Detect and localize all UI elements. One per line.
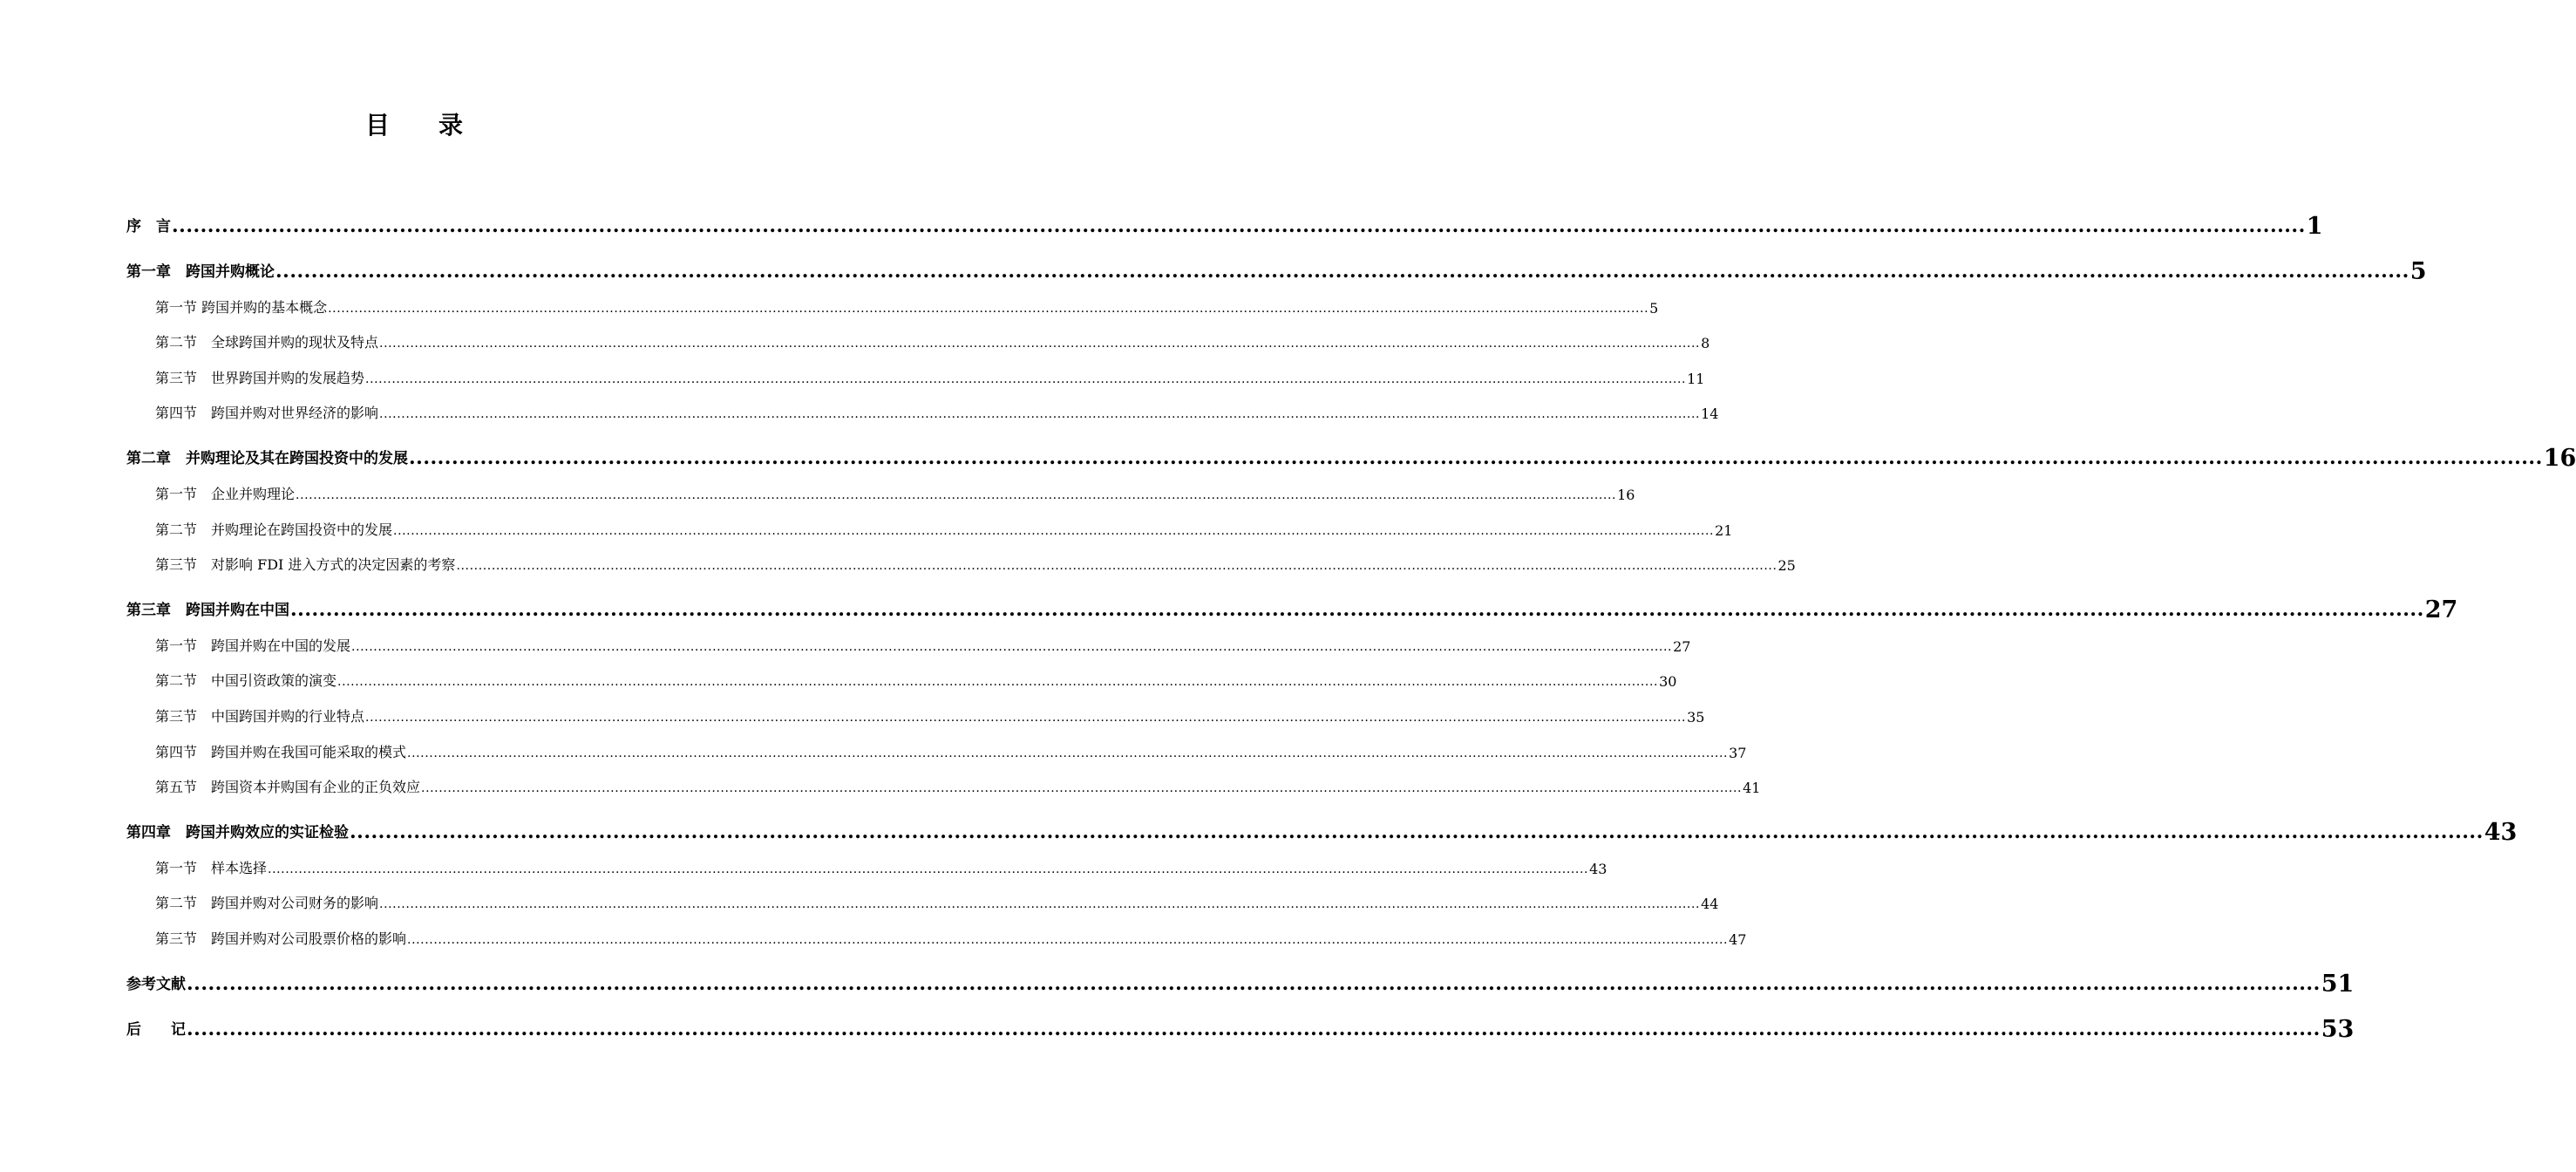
toc-section-entry xyxy=(126,693,1705,729)
toc-leader-dots: ............................................................................................................................................................................................................................................................................................................ xyxy=(350,821,2484,844)
toc-entry-label: 第五节 跨国资本并购国有企业的正负效应 xyxy=(155,776,421,796)
toc-entry-label: 第四节 跨国并购对世界经济的影响 xyxy=(155,402,379,422)
toc-entry-page-number: 51 xyxy=(2321,970,2355,998)
toc-section-entry xyxy=(126,284,1659,320)
toc-leader-dots: ............................................................................................................................................................................................................................................................................................................ xyxy=(407,932,1729,947)
toc-entry-label: 第三节 对影响 FDI 进入方式的决定因素的考察 xyxy=(155,554,456,574)
toc-title xyxy=(0,106,828,141)
toc-title-char-1: 目 xyxy=(364,111,390,140)
toc-section-entry xyxy=(126,658,1677,694)
toc-entry-page-number: 11 xyxy=(1687,370,1705,387)
toc-leader-dots: ............................................................................................................................................................................................................................................................................................................ xyxy=(328,301,1649,316)
toc-entry-label: 第三节 中国跨国并购的行业特点 xyxy=(155,705,365,726)
toc-entry-page-number: 35 xyxy=(1687,708,1705,726)
toc-entry-page-number: 37 xyxy=(1729,744,1747,761)
toc-leader-dots: ............................................................................................................................................................................................................................................................................................................ xyxy=(268,862,1589,876)
toc-entry-page-number: 1 xyxy=(2306,213,2323,240)
toc-leader-dots: ............................................................................................................................................................................................................................................................................................................ xyxy=(337,675,1659,690)
toc-entry-label: 第一节 跨国并购在中国的发展 xyxy=(155,635,351,655)
toc-entry-page-number: 27 xyxy=(2424,596,2458,624)
toc-section-entry xyxy=(126,542,1796,578)
toc-entry-page-number: 5 xyxy=(1649,299,1659,317)
toc-leader-dots: ............................................................................................................................................................................................................................................................................................................ xyxy=(379,337,1701,351)
toc-entry-label: 第四章 跨国并购效应的实证检验 xyxy=(126,820,350,842)
toc-section-entry xyxy=(126,507,1733,542)
toc-entry-label: 参考文献 xyxy=(126,971,187,993)
toc-entry-label: 序 言 xyxy=(126,214,172,235)
toc-entry-page-number: 43 xyxy=(2484,819,2518,847)
toc-section-entry xyxy=(126,916,1747,951)
toc-entry-label: 第二节 全球跨国并购的现状及特点 xyxy=(155,331,379,351)
toc-chapter-entry xyxy=(126,997,2355,1043)
toc-leader-dots: ............................................................................................................................................................................................................................................................................................................ xyxy=(456,559,1777,574)
toc-section-entry xyxy=(126,881,1719,916)
table-of-contents xyxy=(126,194,2576,1043)
toc-entry-label: 第三章 跨国并购在中国 xyxy=(126,597,290,619)
toc-leader-dots: ............................................................................................................................................................................................................................................................................................................ xyxy=(275,260,2409,283)
toc-section-entry xyxy=(126,845,1607,881)
toc-leader-dots: ............................................................................................................................................................................................................................................................................................................ xyxy=(351,639,1673,654)
toc-entry-label: 第一节 跨国并购的基本概念 xyxy=(155,296,328,317)
toc-entry-page-number: 53 xyxy=(2321,1015,2355,1043)
toc-leader-dots: ............................................................................................................................................................................................................................................................................................................ xyxy=(290,598,2424,622)
toc-entry-page-number: 8 xyxy=(1701,335,1710,352)
toc-section-entry xyxy=(126,729,1747,765)
toc-entry-label: 第二节 跨国并购对公司财务的影响 xyxy=(155,892,379,912)
toc-section-entry xyxy=(126,391,1719,426)
toc-leader-dots: ............................................................................................................................................................................................................................................................................................................ xyxy=(379,897,1701,912)
toc-leader-dots: ............................................................................................................................................................................................................................................................................................................ xyxy=(365,710,1687,725)
toc-entry-page-number: 41 xyxy=(1743,780,1761,797)
toc-entry-page-number: 16 xyxy=(2543,445,2576,473)
toc-chapter-entry xyxy=(126,194,2323,240)
toc-entry-page-number: 30 xyxy=(1659,673,1677,691)
toc-entry-page-number: 27 xyxy=(1673,637,1691,655)
toc-leader-dots: ............................................................................................................................................................................................................................................................................................................ xyxy=(296,487,1617,502)
toc-entry-page-number: 21 xyxy=(1715,521,1733,539)
toc-entry-label: 后 记 xyxy=(126,1017,187,1039)
toc-entry-page-number: 47 xyxy=(1729,930,1747,948)
toc-entry-page-number: 16 xyxy=(1617,486,1635,503)
toc-entry-page-number: 43 xyxy=(1589,860,1607,877)
toc-leader-dots: ............................................................................................................................................................................................................................................................................................................ xyxy=(393,523,1715,538)
toc-entry-page-number: 14 xyxy=(1701,405,1719,423)
toc-section-entry xyxy=(126,320,1710,356)
toc-chapter-entry xyxy=(126,426,2576,473)
toc-entry-label: 第二章 并购理论及其在跨国投资中的发展 xyxy=(126,446,409,467)
toc-leader-dots: ............................................................................................................................................................................................................................................................................................................ xyxy=(421,781,1743,796)
toc-entry-page-number: 44 xyxy=(1701,896,1719,913)
toc-leader-dots: ............................................................................................................................................................................................................................................................................................................ xyxy=(187,1017,2321,1040)
toc-entry-label: 第一节 样本选择 xyxy=(155,857,268,877)
toc-section-entry xyxy=(126,623,1691,658)
toc-leader-dots: ............................................................................................................................................................................................................................................................................................................ xyxy=(172,215,2306,237)
toc-entry-label: 第一章 跨国并购概论 xyxy=(126,259,275,281)
toc-title-char-2: 录 xyxy=(438,111,464,140)
toc-chapter-entry xyxy=(126,800,2518,847)
toc-entry-label: 第四节 跨国并购在我国可能采取的模式 xyxy=(155,741,407,761)
toc-entry-label: 第三节 跨国并购对公司股票价格的影响 xyxy=(155,928,407,948)
toc-section-entry xyxy=(126,355,1705,391)
toc-leader-dots: ............................................................................................................................................................................................................................................................................................................ xyxy=(365,371,1687,386)
toc-leader-dots: ............................................................................................................................................................................................................................................................................................................ xyxy=(407,746,1729,760)
toc-chapter-entry xyxy=(126,951,2355,998)
toc-section-entry xyxy=(126,471,1635,507)
toc-leader-dots: ............................................................................................................................................................................................................................................................................................................ xyxy=(379,407,1701,422)
toc-entry-label: 第二节 中国引资政策的演变 xyxy=(155,670,337,690)
toc-entry-label: 第三节 世界跨国并购的发展趋势 xyxy=(155,367,365,387)
toc-entry-label: 第二节 并购理论在跨国投资中的发展 xyxy=(155,519,393,539)
toc-entry-page-number: 5 xyxy=(2409,258,2427,285)
toc-chapter-entry xyxy=(126,577,2458,624)
toc-entry-label: 第一节 企业并购理论 xyxy=(155,483,296,503)
toc-section-entry xyxy=(126,765,1761,801)
toc-leader-dots: ............................................................................................................................................................................................................................................................................................................ xyxy=(409,446,2543,470)
toc-leader-dots: ............................................................................................................................................................................................................................................................................................................ xyxy=(187,971,2321,995)
toc-entry-page-number: 25 xyxy=(1777,557,1796,575)
toc-chapter-entry xyxy=(126,239,2427,285)
